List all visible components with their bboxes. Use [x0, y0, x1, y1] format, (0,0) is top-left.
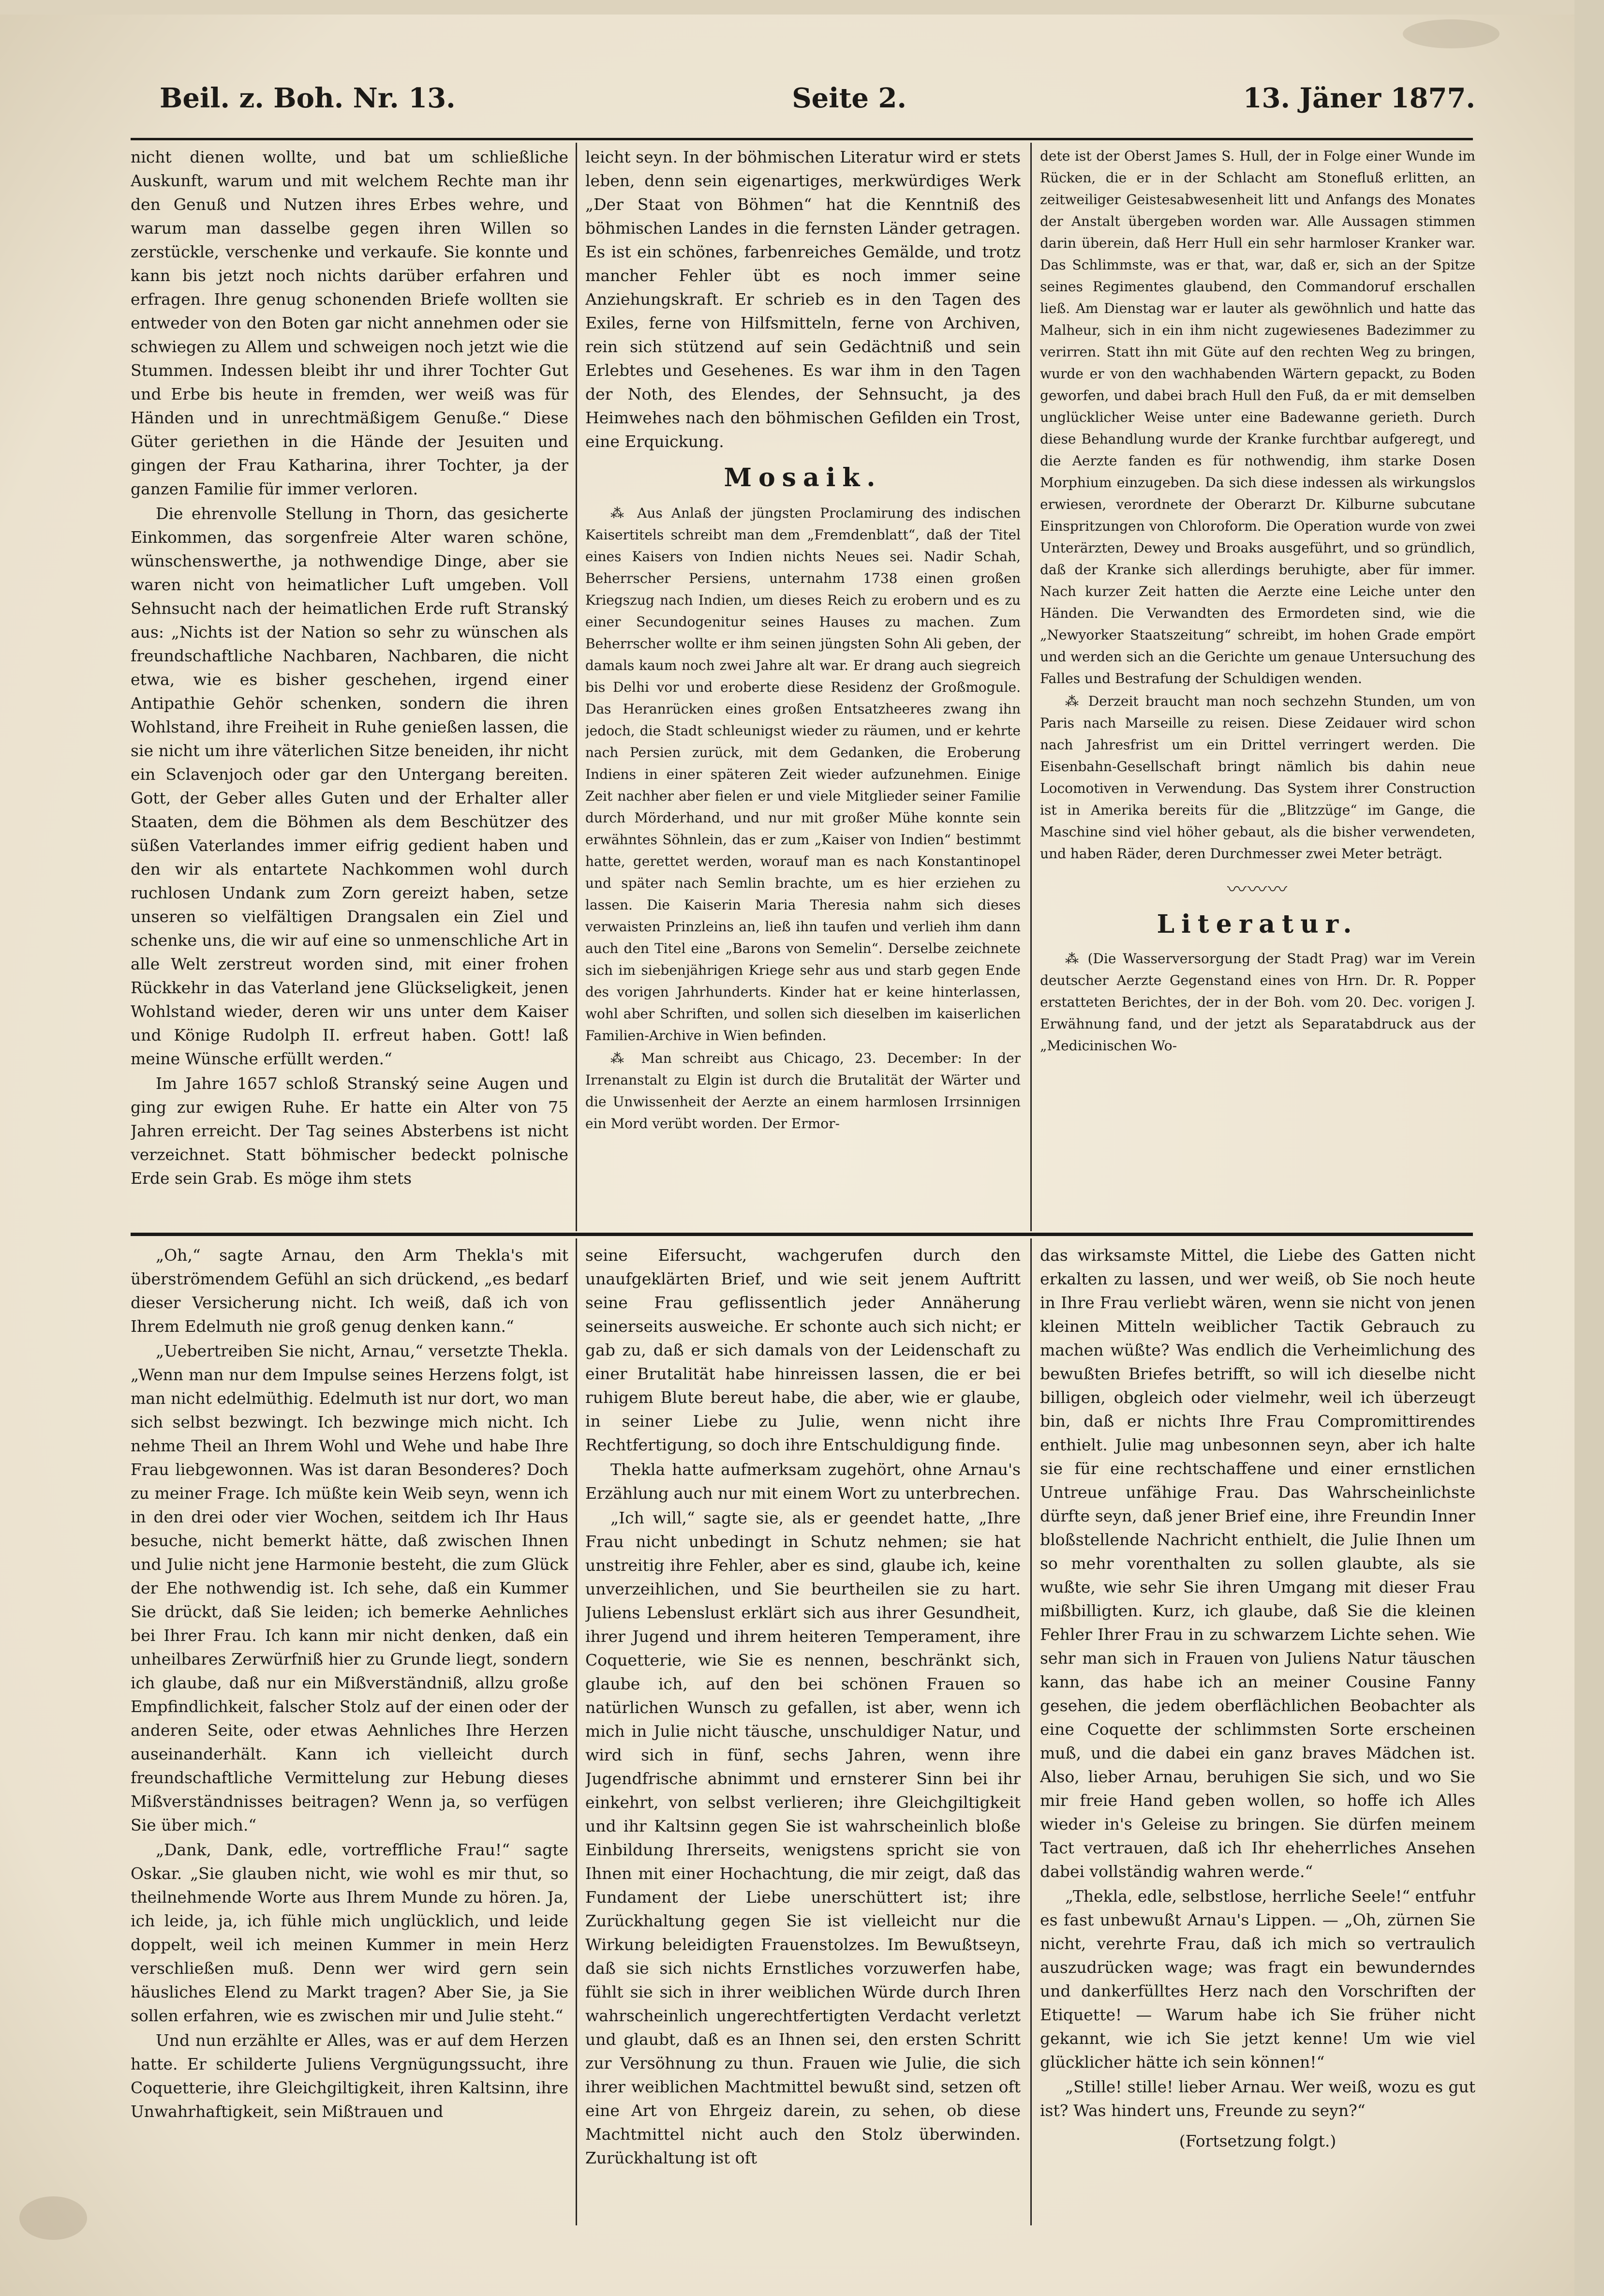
upper-column-1: [131, 145, 568, 1224]
paper-stain: [1403, 19, 1500, 48]
continuation-note: (Fortsetzung folgt.): [1179, 2132, 1337, 2150]
header-issue: Beil. z. Boh. Nr. 13.: [160, 82, 456, 114]
page-top-edge: [0, 0, 1604, 15]
paragraph: Im Jahre 1657 schloß Stranský seine Augen und ging zur ewigen Ruhe. Er hatte ein Alter von 75 Jahren erreicht. Der Tag seines Absterbens ist nicht verzeichnet. Statt böhmischer bedeckt polnische Erde sein Grab. Es möge ihm stets: [131, 1074, 568, 1188]
paragraph: „Dank, Dank, edle, vortreffliche Frau!“ sagte Oskar. „Sie glauben nicht, wie wohl es mir thut, so theilnehmende Worte aus Ihrem Munde zu hören. Ja, ich leide, ja, ich fühle mich unglücklich, und leide doppelt, weil ich meinen Kummer in mein Herz verschließen muß. Denn wer wird gern sein häusliches Elend zu Markt tragen? Aber Sie, ja Sie sollen erfahren, wie es zwischen mir und Julie steht.“: [131, 1840, 568, 2025]
paragraph: ⁂ Derzeit braucht man noch sechzehn Stunden, um von Paris nach Marseille zu reisen. Diese Zeidauer wird schon nach Jahresfrist um ein Drittel verringert werden. Die Eisenbahn-Gesellschaft bringt nämlich bis dahin neue Locomotiven in Verwendung. Das System ihrer Construction ist in Amerika bereits für die „Blitzzüge“ im Gange, die Maschine sind viel höher gebaut, als die bisher verwendeten, und haben Räder, deren Durchmesser zwei Meter beträgt.: [1040, 693, 1475, 862]
paragraph: Die ehrenvolle Stellung in Thorn, das gesicherte Einkommen, das sorgenfreie Alter waren schöne, wünschenswerthe, ja nothwendige Dinge, aber sie waren nicht von heimatlicher Luft umgeben. Voll Sehnsucht nach der heimatlichen Erde ruft Stranský aus: „Nichts ist der Nation so sehr zu wünschen als freundschaftliche Nachbaren, Nachbaren, die nicht etwa, wie es bisher geschehen, irgend einer Antipathie Gehör schenken, sondern die ihren Wohlstand, ihre Freiheit in Ruhe genießen lassen, die sie nicht um ihre väterlichen Sitze beneiden, ihr nicht ein Sclavenjoch oder gar den Untergang bereiten. Gott, der Geber alles Guten und der Erhalter aller Staaten, dem die Böhmen als dem Beschützer des süßen Vaterlandes immer eifrig gedient haben und den wir als entartete Nachkommen wohl durch ruchlosen Undank zum Zorn gereizt haben, setze unseren so vielfältigen Drangsalen ein Ziel und schenke uns, die wir auf eine so unmenschliche Art in alle Welt zerstreut worden sind, mit einer frohen Rückkehr in das Vaterland jene Glückseligkeit, jenen Wohlstand wieder, deren wir uns unter dem Kaiser und Könige Rudolph II. erfreut haben. Gott! laß meine Wünsche erfüllt werden.“: [131, 504, 568, 1068]
upper-column-3: [1040, 145, 1475, 1224]
column-rule: [576, 1238, 577, 2225]
paragraph: „Stille! stille! lieber Arnau. Wer weiß, wozu es gut ist? Was hindert uns, Freunde zu seyn?“: [1040, 2077, 1475, 2120]
feuilleton-rule: [131, 1233, 1473, 1236]
paragraph: Thekla hatte aufmerksam zugehört, ohne Arnau's Erzählung auch nur mit einem Wort zu unterbrechen.: [585, 1460, 1021, 1503]
paragraph: „Uebertreiben Sie nicht, Arnau,“ versetzte Thekla. „Wenn man nur dem Impulse seines Herzens folgt, ist man nicht edelmüthig. Edelmuth ist nur dort, wo man sich selbst bezwingt. Ich bezwinge mich nicht. Ich nehme Theil an Ihrem Wohl und Wehe und habe Ihre Frau liebgewonnen. Was ist daran Besonderes? Doch zu meiner Frage. Ich müßte kein Weib seyn, wenn ich in den drei oder vier Wochen, seitdem ich Ihr Haus besuche, nicht bemerkt hätte, daß zwischen Ihnen und Julie nicht jene Harmonie besteht, die zum Glück der Ehe nothwendig ist. Ich sehe, daß ein Kummer Sie drückt, daß Sie leiden; ich bemerke Aehnliches bei Ihrer Frau. Ich kann mir nicht denken, daß ein unheilbares Zerwürfniß hier zu Grunde liegt, sondern ich glaube, daß nur ein Mißverständniß, allzu große Empfindlichkeit, falscher Stolz auf der einen oder der anderen Seite, oder etwas Aehnliches Ihre Herzen auseinanderhält. Kann ich vielleicht durch freundschaftliche Vermittelung zur Hebung dieses Mißverständnisses beitragen? Wenn ja, so verfügen Sie über mich.“: [131, 1342, 568, 1834]
paragraph: dete ist der Oberst James S. Hull, der in Folge einer Wunde im Rücken, die er in der Schlacht am Stonefluß erlitten, an zeitweiliger Geistesabwesenheit litt und Anfangs des Monates der Anstalt übergeben worden war. Alle Aussagen stimmen darin überein, daß Herr Hull ein sehr harmloser Kranker war. Das Schlimmste, was er that, war, daß er, sich an der Spitze seines Regimentes glaubend, den Commandoruf erschallen ließ. Am Dienstag war er lauter als gewöhnlich und hatte das Malheur, sich in ein ihm nicht zugewiesenes Badezimmer zu verirren. Statt ihn mit Güte auf den rechten Weg zu bringen, wurde er von den wachhabenden Wärtern gepackt, zu Boden geworfen, und dabei brach Hull den Fuß, da er mit demselben unglücklicher Weise unter eine Badewanne gerieth. Durch diese Behandlung wurde der Kranke furchtbar aufgeregt, und die Aerzte fanden es für nothwendig, ihm starke Dosen Morphium einzugeben. Da sich diese indessen als wirkungslos erwiesen, verordnete der Oberarzt Dr. Kilburne subcutane Einspritzungen von Chloroform. Die Operation wurde von zwei Unterärzten, Dewey und Broaks ausgeführt, und so gründlich, daß der Kranke sich allerdings beruhigte, aber für immer. Nach kurzer Zeit hatten die Aerzte eine Leiche unter den Händen. Die Verwandten des Ermordeten sind, wie die „Newyorker Staatszeitung“ schreibt, im hohen Grade empört und werden sich an die Gerichte um genaue Untersuchung des Falles und Bestrafung der Schuldigen wenden.: [1040, 148, 1475, 686]
upper-column-2: [585, 145, 1021, 1224]
header-rule: [131, 138, 1473, 140]
paragraph: „Thekla, edle, selbstlose, herrliche Seele!“ entfuhr es fast unbewußt Arnau's Lippen. — „Oh, zürnen Sie nicht, verehrte Frau, daß ich mich so vertraulich auszudrücken wage; was fragt ein bewunderndes und dankerfülltes Herz nach den Vorschriften der Etiquette! — Warum habe ich Sie früher nicht gekannt, wie ich Sie jetzt kenne! Um wie viel glücklicher hätte ich sein können!“: [1040, 1887, 1475, 2072]
paragraph: „Ich will,“ sagte sie, als er geendet hatte, „Ihre Frau nicht unbedingt in Schutz nehmen; sie hat unstreitig ihre Fehler, aber es sind, glaube ich, keine unverzeihlichen, und Sie beurtheilen sie zu hart. Juliens Lebenslust erklärt sich aus ihrer Gesundheit, ihrer Jugend und ihrem heiteren Temperament, ihre Coquetterie, wie Sie es nennen, beschränkt sich, glaube ich, auf den bei schönen Frauen so natürlichen Wunsch zu gefallen, ist aber, wenn ich mich in Julie nicht täusche, unschuldiger Natur, und wird sich in fünf, sechs Jahren, wenn ihre Jugendfrische abnimmt und ernsterer Sinn bei ihr einkehrt, von selbst verlieren; ihre Gleichgiltigkeit und ihr Kaltsinn gegen Sie ist wahrscheinlich bloße Einbildung Ihrerseits, wenigstens spricht sie von Ihnen mit einer Hochachtung, die mir zeigt, daß das Fundament der Liebe unerschüttert ist; ihre Zurückhaltung gegen Sie ist vielleicht nur die Wirkung beleidigten Frauenstolzes. Im Bewußtseyn, daß sie sich nichts Ernstliches vorzuwerfen habe, fühlt sie sich in ihrer weiblichen Würde durch Ihren wahrscheinlich ungerechtfertigten Verdacht verletzt und glaubt, daß es an Ihnen sei, den ersten Schritt zur Versöhnung zu thun. Frauen wie Julie, die sich ihrer weiblichen Machtmittel bewußt sind, setzen oft eine Art von Ehrgeiz darein, zu sehen, ob diese Machtmittel nicht auch den Stolz überwinden. Zurückhaltung ist oft: [585, 1508, 1021, 2167]
paragraph: nicht dienen wollte, und bat um schließliche Auskunft, warum und mit welchem Rechte man ihr den Genuß und Nutzen ihres Erbes wehre, und warum man dasselbe gegen ihren Willen so zerstückle, verschenke und verkaufe. Sie konnte und kann bis jetzt noch nichts darüber erfahren und erfragen. Ihre genug schonenden Briefe wollten sie entweder von den Boten gar nicht annehmen oder sie schwiegen zu Allem und schweigen noch jetzt wie die Stummen. Indessen bleibt ihr und ihrer Tochter Gut und Erbe bis heute in fremden, wer weiß was für Händen und in unrechtmäßigem Genuße.“ Diese Güter geriethen in die Hände der Jesuiten und gingen der Frau Katharina, ihrer Tochter, ja der ganzen Familie für immer verloren.: [131, 148, 568, 498]
paragraph: seine Eifersucht, wachgerufen durch den unaufgeklärten Brief, und wie seit jenem Auftritt seine Frau geflissentlich jeder Annäherung seinerseits ausweiche. Er schonte auch sich nicht; er gab zu, daß er sich damals von der Leidenschaft zu einer Brutalität habe hinreissen lassen, die er bei ruhigem Blute bereut habe, die aber, wie er glaube, in seiner Liebe zu Julie, wenn nicht ihre Rechtfertigung, so doch ihre Entschuldigung finde.: [585, 1246, 1021, 1454]
paragraph: „Oh,“ sagte Arnau, den Arm Thekla's mit überströmendem Gefühl an sich drückend, „es bedarf dieser Versicherung nicht. Ich weiß, daß ich von Ihrem Edelmuth nie groß genug denken kann.“: [131, 1246, 568, 1336]
feuilleton-column-1: [131, 1243, 568, 2221]
mosaik-item: ⁂ Man schreibt aus Chicago, 23. December: In der Irrenanstalt zu Elgin ist durch die Brutalität der Wärter und die Unwissenheit der Aerzte an einem harmlosen Irrsinnigen ein Mord verübt worden. Der Ermor-: [585, 1050, 1021, 1132]
header-page-number: Seite 2.: [792, 82, 907, 114]
paragraph: das wirksamste Mittel, die Liebe des Gatten nicht erkalten zu lassen, und wer weiß, ob Sie noch heute in Ihre Frau verliebt wären, wenn sie nicht von jenen kleinen Mitteln weiblicher Tactik Gebrauch zu machen wüßte? Was endlich die Verheimlichung des bewußten Briefes betrifft, so will ich dieselbe nicht billigen, obgleich oder vielmehr, weil ich überzeugt bin, daß er nichts Ihre Frau Compromittirendes enthielt. Julie mag unbesonnen seyn, aber ich halte sie für eine rechtschaffene und einer ernstlichen Untreue unfähige Frau. Das Wahrscheinlichste dürfte seyn, daß jener Brief eine, ihre Freundin Inner bloßstellende Nachricht enthielt, die Julie Ihnen um so mehr vorenthalten zu sollen glaubte, als sie wußte, wie sehr Sie ihren Umgang mit dieser Frau mißbilligten. Kurz, ich glaube, daß Sie die kleinen Fehler Ihrer Frau in zu schwarzem Lichte sehen. Wie sehr man sich in Frauen von Juliens Natur täuschen kann, das habe ich an meiner Cousine Fanny gesehen, die jedem oberflächlichen Beobachter als eine Coquette der schlimmsten Sorte erscheinen muß, und die dabei ein ganz braves Mädchen ist. Also, lieber Arnau, beruhigen Sie sich, und wo Sie mir freie Hand geben wollen, so hoffe ich Alles wieder in's Geleise zu bringen. Sie dürfen meinem Tact vertrauen, daß ich Ihr eheherrliches Ansehen dabei vollständig wahren werde.“: [1040, 1246, 1475, 1881]
feuilleton-column-2: [585, 1243, 1021, 2221]
column-rule: [576, 143, 577, 1231]
ornamental-divider: 〰〰〰: [1227, 879, 1288, 901]
header-date: 13. Jäner 1877.: [1243, 82, 1475, 114]
literatur-item: ⁂ (Die Wasserversorgung der Stadt Prag) war im Verein deutscher Aerzte Gegenstand eines von Hrn. Dr. R. Popper erstatteten Berichtes, der in der Boh. vom 20. Dec. vorigen J. Erwähnung fand, und der jetzt als Separatabdruck aus der „Medicinischen Wo-: [1040, 951, 1475, 1054]
literatur-heading: Literatur.: [1157, 909, 1359, 939]
mosaik-item: ⁂ Aus Anlaß der jüngsten Proclamirung des indischen Kaisertitels schreibt man dem „Fremdenblatt“, daß der Titel eines Kaisers von Indien nichts Neues sei. Nadir Schah, Beherrscher Persiens, unternahm 1738 einen großen Kriegszug nach Indien, um dieses Reich zu erobern und es zu einer Secundogenitur seines Hauses zu machen. Zum Beherrscher wollte er ihm seinen jüngsten Sohn Ali geben, der damals kaum noch zwei Jahre alt war. Er drang auch siegreich bis Delhi vor und eroberte diese Residenz der Großmogule. Das Heranrücken eines großen Entsatzheeres zwang ihn jedoch, die Stadt schleunigst wieder zu räumen, und er kehrte nach Persien zurück, mit dem Gedanken, die Eroberung Indiens in einer späteren Zeit wieder aufzunehmen. Einige Zeit nachher aber fielen er und viele Mitglieder seiner Familie durch Mörderhand, und nur mit großer Mühe konnte sein erwähntes Söhnlein, das er zum „Kaiser von Indien“ bestimmt hatte, gerettet werden, worauf man es nach Konstantinopel und später nach Semlin brachte, um es hier erziehen zu lassen. Die Kaiserin Maria Theresia nahm sich dieses verwaisten Prinzleins an, ließ ihn taufen und verlieh ihm dann auch den Titel eine „Barons von Semelin“. Derselbe zeichnete sich im siebenjährigen Kriege sehr aus und starb gegen Ende des vorigen Jahrhunderts. Kinder hat er keine hinterlassen, wohl aber Schriften, und sollen sich dieselben im kaiserlichen Familien-Archive in Wien befinden.: [585, 505, 1021, 1044]
paragraph: Und nun erzählte er Alles, was er auf dem Herzen hatte. Er schilderte Juliens Vergnügungssucht, ihre Coquetterie, ihre Gleichgiltigkeit, ihren Kaltsinn, ihre Unwahrhaftigkeit, sein Mißtrauen und: [131, 2031, 568, 2121]
mosaik-heading: Mosaik.: [724, 463, 882, 492]
page-binding-edge: [1574, 0, 1604, 2296]
mosaik-section: [585, 502, 1021, 1134]
page-header: [160, 82, 1475, 126]
paragraph: leicht seyn. In der böhmischen Literatur wird er stets leben, denn sein eigenartiges, merkwürdiges Werk „Der Staat von Böhmen“ hat die Kenntniß des böhmischen Landes in die fernsten Länder getragen. Es ist ein schönes, farbenreiches Gemälde, und trotz mancher Fehler übt es noch immer seine Anziehungskraft. Er schrieb es in den Tagen des Exiles, ferne von Hilfsmitteln, ferne von Archiven, rein sich stützend auf sein Gedächtniß und sein Erlebtes und Gesehenes. Es war ihm in den Tagen der Noth, des Elendes, der Sehnsucht, ja des Heimwehes nach den böhmischen Gefilden ein Trost, eine Erquickung.: [585, 148, 1021, 451]
column-rule: [1030, 1238, 1032, 2225]
feuilleton-column-3: [1040, 1243, 1475, 2221]
column-rule: [1030, 143, 1032, 1231]
paper-stain: [19, 2196, 87, 2240]
